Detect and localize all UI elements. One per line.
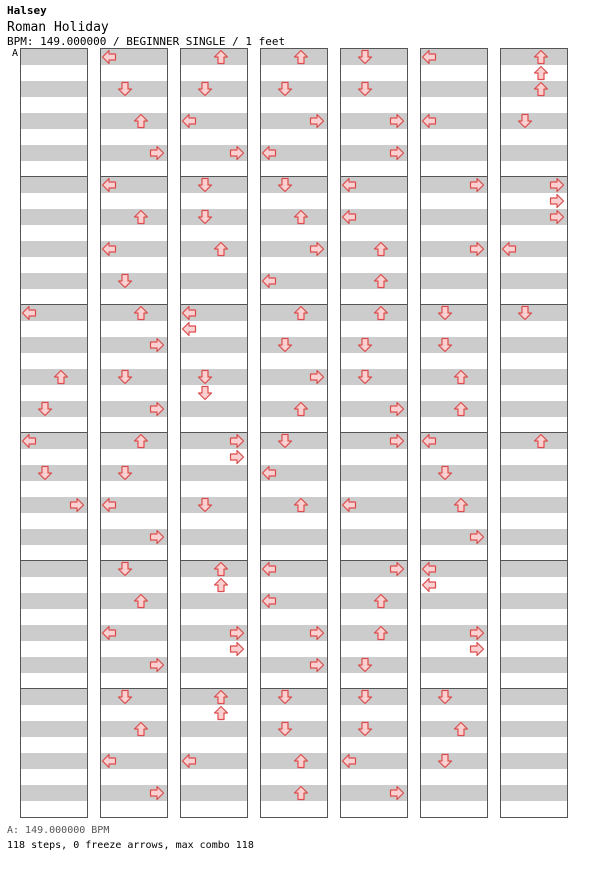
arrow-down-icon xyxy=(437,465,453,481)
arrow-right-icon xyxy=(469,241,485,257)
beat-stripe xyxy=(261,721,327,737)
arrow-right-icon xyxy=(549,193,565,209)
arrow-right-icon xyxy=(469,625,485,641)
arrow-right-icon xyxy=(469,641,485,657)
song-artist: Halsey xyxy=(7,4,47,17)
beat-stripe xyxy=(21,657,87,673)
beat-stripe xyxy=(421,657,487,673)
measure-line xyxy=(261,176,327,177)
arrow-right-icon xyxy=(229,433,245,449)
arrow-up-icon xyxy=(213,241,229,257)
arrow-down-icon xyxy=(117,689,133,705)
arrow-up-icon xyxy=(453,721,469,737)
arrow-down-icon xyxy=(517,113,533,129)
chart-column xyxy=(260,48,328,818)
arrow-right-icon xyxy=(389,401,405,417)
arrow-down-icon xyxy=(357,657,373,673)
arrow-left-icon xyxy=(181,113,197,129)
beat-stripe xyxy=(21,689,87,705)
arrow-right-icon xyxy=(549,209,565,225)
beat-stripe xyxy=(421,305,487,321)
beat-stripe xyxy=(261,689,327,705)
arrow-right-icon xyxy=(389,145,405,161)
arrow-left-icon xyxy=(501,241,517,257)
beat-stripe xyxy=(21,209,87,225)
arrow-right-icon xyxy=(229,641,245,657)
bpm-summary: A: 149.000000 BPM xyxy=(7,825,110,836)
arrow-down-icon xyxy=(357,81,373,97)
arrow-up-icon xyxy=(133,433,149,449)
arrow-up-icon xyxy=(133,113,149,129)
arrow-down-icon xyxy=(117,273,133,289)
chart-stats: 118 steps, 0 freeze arrows, max combo 118 xyxy=(7,840,254,851)
arrow-right-icon xyxy=(149,657,165,673)
chart-info: BPM: 149.000000 / BEGINNER SINGLE / 1 feet xyxy=(7,35,286,48)
arrow-right-icon xyxy=(309,241,325,257)
beat-stripe xyxy=(501,657,567,673)
arrow-up-icon xyxy=(453,369,469,385)
chart-column xyxy=(180,48,248,818)
beat-stripe xyxy=(181,273,247,289)
chart-column xyxy=(340,48,408,818)
beat-stripe xyxy=(181,593,247,609)
arrow-down-icon xyxy=(437,305,453,321)
beat-stripe xyxy=(421,209,487,225)
beat-stripe xyxy=(181,337,247,353)
chart-column xyxy=(420,48,488,818)
beat-stripe xyxy=(501,625,567,641)
arrow-left-icon xyxy=(261,465,277,481)
chart-column xyxy=(500,48,568,818)
beat-stripe xyxy=(501,465,567,481)
beat-stripe xyxy=(261,433,327,449)
arrow-right-icon xyxy=(229,145,245,161)
beat-stripe xyxy=(501,529,567,545)
beat-stripe xyxy=(501,561,567,577)
arrow-down-icon xyxy=(277,721,293,737)
beat-stripe xyxy=(101,369,167,385)
beat-stripe xyxy=(261,177,327,193)
measure-line xyxy=(341,688,407,689)
beat-stripe xyxy=(21,625,87,641)
beat-stripe xyxy=(501,753,567,769)
beat-stripe xyxy=(421,753,487,769)
arrow-left-icon xyxy=(261,593,277,609)
beat-stripe xyxy=(21,113,87,129)
beat-stripe xyxy=(341,369,407,385)
arrow-down-icon xyxy=(277,689,293,705)
arrow-up-icon xyxy=(373,625,389,641)
beat-stripe xyxy=(341,721,407,737)
arrow-down-icon xyxy=(277,433,293,449)
beat-stripe xyxy=(501,593,567,609)
beat-stripe xyxy=(501,145,567,161)
arrow-left-icon xyxy=(341,209,357,225)
beat-stripe xyxy=(101,561,167,577)
arrow-right-icon xyxy=(389,785,405,801)
arrow-up-icon xyxy=(373,305,389,321)
arrow-up-icon xyxy=(213,705,229,721)
song-title: Roman Holiday xyxy=(7,20,109,35)
arrow-down-icon xyxy=(357,721,373,737)
arrow-down-icon xyxy=(357,369,373,385)
arrow-right-icon xyxy=(149,145,165,161)
arrow-right-icon xyxy=(389,113,405,129)
arrow-up-icon xyxy=(293,785,309,801)
arrow-up-icon xyxy=(133,305,149,321)
arrow-left-icon xyxy=(101,177,117,193)
arrow-down-icon xyxy=(277,177,293,193)
arrow-up-icon xyxy=(373,273,389,289)
beat-stripe xyxy=(21,753,87,769)
arrow-down-icon xyxy=(357,49,373,65)
measure-line xyxy=(421,304,487,305)
arrow-right-icon xyxy=(469,529,485,545)
arrow-left-icon xyxy=(101,241,117,257)
beat-stripe xyxy=(501,785,567,801)
beat-stripe xyxy=(421,689,487,705)
beat-stripe xyxy=(501,113,567,129)
beat-stripe xyxy=(421,273,487,289)
beat-stripe xyxy=(21,49,87,65)
beat-stripe xyxy=(501,721,567,737)
measure-line xyxy=(421,688,487,689)
arrow-left-icon xyxy=(181,305,197,321)
beat-stripe xyxy=(421,465,487,481)
arrow-down-icon xyxy=(37,401,53,417)
arrow-down-icon xyxy=(117,81,133,97)
beat-stripe xyxy=(341,689,407,705)
arrow-right-icon xyxy=(389,561,405,577)
arrow-up-icon xyxy=(293,497,309,513)
beat-stripe xyxy=(101,689,167,705)
measure-line xyxy=(261,432,327,433)
beat-stripe xyxy=(181,401,247,417)
beat-stripe xyxy=(21,145,87,161)
arrow-down-icon xyxy=(277,81,293,97)
arrow-down-icon xyxy=(117,369,133,385)
arrow-up-icon xyxy=(373,593,389,609)
arrow-left-icon xyxy=(181,753,197,769)
arrow-right-icon xyxy=(69,497,85,513)
arrow-right-icon xyxy=(149,337,165,353)
arrow-down-icon xyxy=(197,497,213,513)
beat-stripe xyxy=(341,657,407,673)
arrow-left-icon xyxy=(21,433,37,449)
beat-stripe xyxy=(341,529,407,545)
beat-stripe xyxy=(21,401,87,417)
arrow-up-icon xyxy=(293,209,309,225)
arrow-left-icon xyxy=(421,49,437,65)
beat-stripe xyxy=(21,593,87,609)
arrow-left-icon xyxy=(421,577,437,593)
measure-line xyxy=(21,176,87,177)
arrow-down-icon xyxy=(357,337,373,353)
beat-stripe xyxy=(181,657,247,673)
arrow-up-icon xyxy=(293,401,309,417)
beat-stripe xyxy=(181,785,247,801)
beat-stripe xyxy=(181,369,247,385)
arrow-right-icon xyxy=(309,113,325,129)
beat-stripe xyxy=(501,273,567,289)
arrow-right-icon xyxy=(309,625,325,641)
beat-stripe xyxy=(181,465,247,481)
arrow-down-icon xyxy=(437,753,453,769)
arrow-up-icon xyxy=(533,81,549,97)
arrow-down-icon xyxy=(117,561,133,577)
arrow-right-icon xyxy=(229,625,245,641)
beat-stripe xyxy=(181,209,247,225)
beat-stripe xyxy=(501,369,567,385)
beat-stripe xyxy=(341,49,407,65)
arrow-left-icon xyxy=(181,321,197,337)
arrow-left-icon xyxy=(341,497,357,513)
arrow-down-icon xyxy=(357,689,373,705)
beat-stripe xyxy=(341,81,407,97)
measure-line xyxy=(501,304,567,305)
arrow-right-icon xyxy=(549,177,565,193)
beat-stripe xyxy=(181,497,247,513)
arrow-left-icon xyxy=(421,433,437,449)
arrow-up-icon xyxy=(293,305,309,321)
arrow-up-icon xyxy=(373,241,389,257)
arrow-right-icon xyxy=(469,177,485,193)
arrow-up-icon xyxy=(213,689,229,705)
arrow-down-icon xyxy=(197,369,213,385)
beat-stripe xyxy=(21,561,87,577)
arrow-up-icon xyxy=(533,65,549,81)
beat-stripe xyxy=(501,337,567,353)
arrow-up-icon xyxy=(133,593,149,609)
arrow-down-icon xyxy=(197,385,213,401)
arrow-down-icon xyxy=(517,305,533,321)
beat-stripe xyxy=(181,177,247,193)
beat-stripe xyxy=(101,81,167,97)
beat-stripe xyxy=(421,81,487,97)
arrow-left-icon xyxy=(421,561,437,577)
beat-stripe xyxy=(21,721,87,737)
beat-stripe xyxy=(341,465,407,481)
beat-stripe xyxy=(421,337,487,353)
arrow-up-icon xyxy=(453,401,469,417)
arrow-up-icon xyxy=(453,497,469,513)
arrow-left-icon xyxy=(21,305,37,321)
measure-line xyxy=(101,560,167,561)
arrow-left-icon xyxy=(101,753,117,769)
measure-line xyxy=(501,688,567,689)
arrow-up-icon xyxy=(213,561,229,577)
arrow-right-icon xyxy=(309,369,325,385)
beat-stripe xyxy=(21,81,87,97)
arrow-up-icon xyxy=(213,49,229,65)
beat-stripe xyxy=(261,529,327,545)
arrow-left-icon xyxy=(341,753,357,769)
arrow-down-icon xyxy=(197,209,213,225)
beat-stripe xyxy=(261,337,327,353)
arrow-right-icon xyxy=(229,449,245,465)
measure-line xyxy=(261,688,327,689)
arrow-left-icon xyxy=(261,273,277,289)
beat-stripe xyxy=(21,241,87,257)
beat-stripe xyxy=(341,337,407,353)
arrow-up-icon xyxy=(293,49,309,65)
arrow-up-icon xyxy=(53,369,69,385)
arrow-up-icon xyxy=(133,209,149,225)
measure-line xyxy=(181,176,247,177)
arrow-left-icon xyxy=(101,49,117,65)
chart-column xyxy=(20,48,88,818)
beat-stripe xyxy=(501,497,567,513)
beat-stripe xyxy=(21,529,87,545)
arrow-left-icon xyxy=(261,145,277,161)
arrow-up-icon xyxy=(213,577,229,593)
measure-line xyxy=(21,688,87,689)
beat-stripe xyxy=(181,529,247,545)
arrow-left-icon xyxy=(101,625,117,641)
beat-stripe xyxy=(21,465,87,481)
beat-stripe xyxy=(181,721,247,737)
beat-stripe xyxy=(261,81,327,97)
arrow-down-icon xyxy=(37,465,53,481)
beat-stripe xyxy=(501,305,567,321)
bpm-marker: A xyxy=(12,48,19,59)
beat-stripe xyxy=(501,689,567,705)
arrow-down-icon xyxy=(277,337,293,353)
beat-stripe xyxy=(421,145,487,161)
arrow-right-icon xyxy=(149,401,165,417)
arrow-right-icon xyxy=(389,433,405,449)
beat-stripe xyxy=(21,273,87,289)
arrow-up-icon xyxy=(533,433,549,449)
chart-column xyxy=(100,48,168,818)
arrow-up-icon xyxy=(293,753,309,769)
arrow-up-icon xyxy=(133,721,149,737)
beat-stripe xyxy=(101,273,167,289)
beat-stripe xyxy=(101,465,167,481)
arrow-down-icon xyxy=(197,177,213,193)
beat-stripe xyxy=(21,785,87,801)
measure-line xyxy=(101,688,167,689)
beat-stripe xyxy=(421,593,487,609)
beat-stripe xyxy=(421,785,487,801)
measure-line xyxy=(501,560,567,561)
arrow-left-icon xyxy=(101,497,117,513)
arrow-down-icon xyxy=(437,337,453,353)
arrow-right-icon xyxy=(149,785,165,801)
arrow-left-icon xyxy=(421,113,437,129)
arrow-down-icon xyxy=(437,689,453,705)
measure-line xyxy=(21,560,87,561)
arrow-up-icon xyxy=(533,49,549,65)
beat-stripe xyxy=(181,81,247,97)
arrow-right-icon xyxy=(309,657,325,673)
arrow-right-icon xyxy=(149,529,165,545)
beat-stripe xyxy=(501,401,567,417)
beat-stripe xyxy=(21,177,87,193)
arrow-down-icon xyxy=(117,465,133,481)
arrow-down-icon xyxy=(197,81,213,97)
beat-stripe xyxy=(21,337,87,353)
arrow-left-icon xyxy=(261,561,277,577)
arrow-left-icon xyxy=(341,177,357,193)
